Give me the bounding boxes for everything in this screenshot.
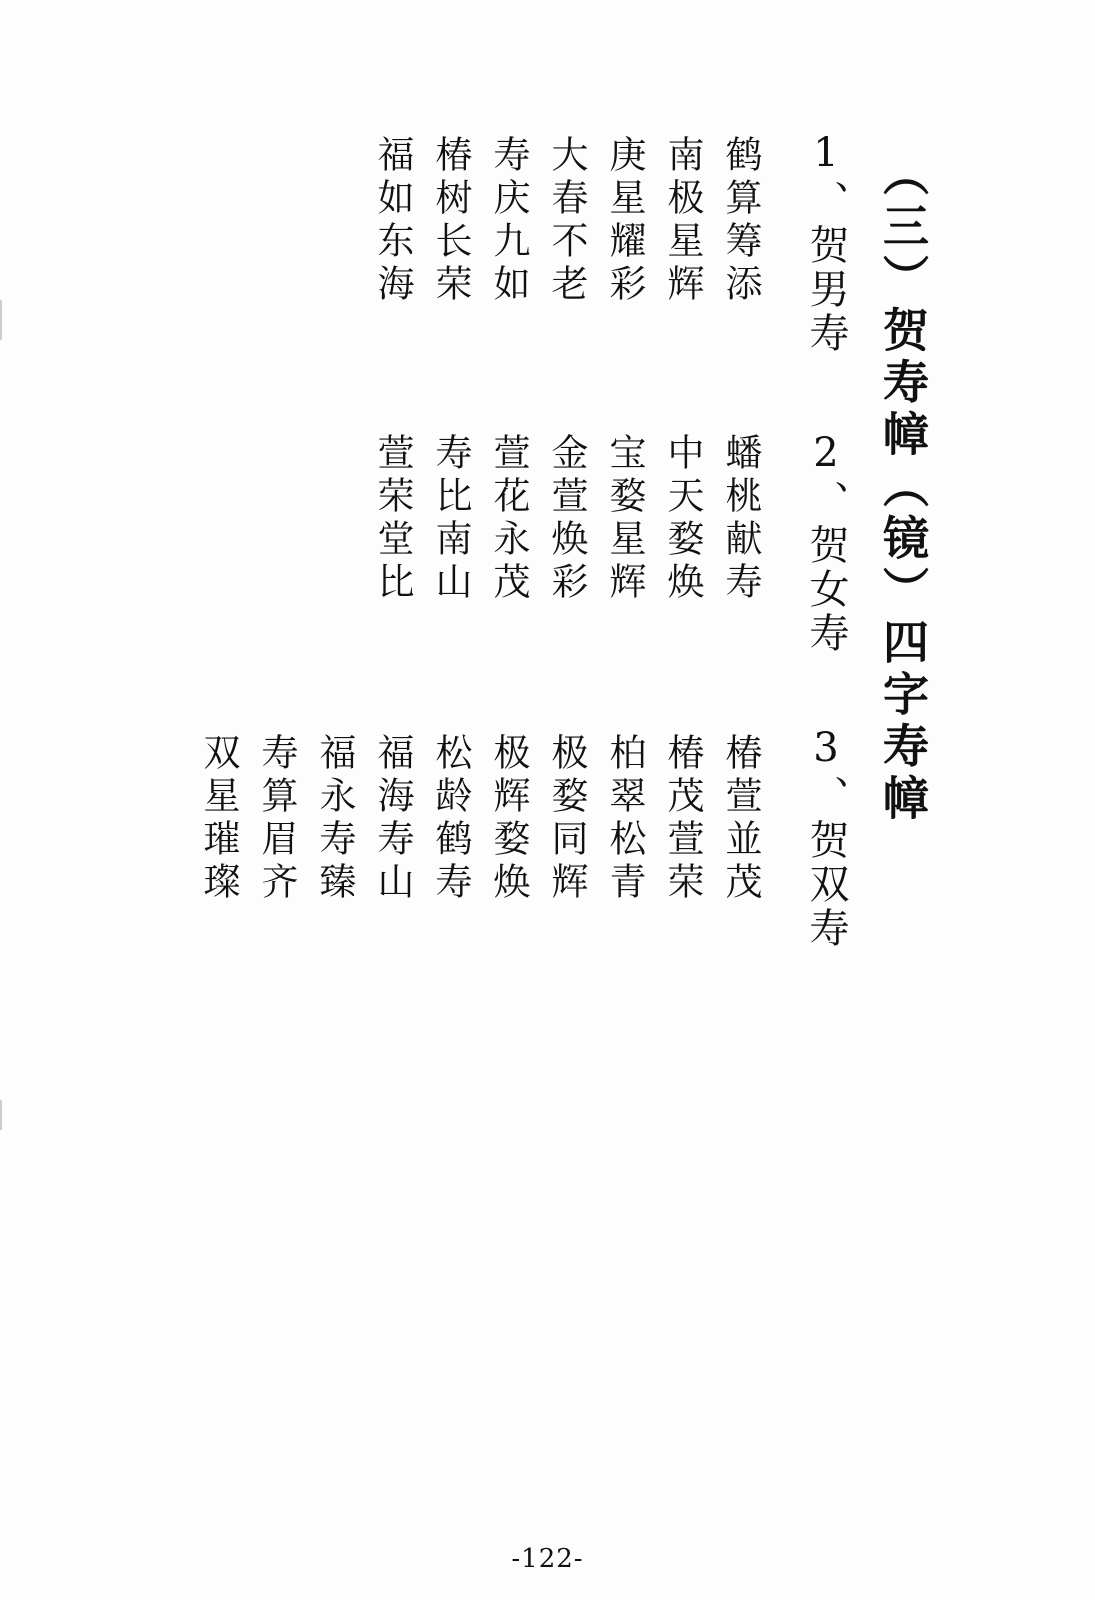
phrase-column: 双星璀璨: [197, 733, 240, 905]
phrase-column: 极婺同辉: [545, 733, 588, 905]
phrase-column: 福海寿山: [371, 733, 414, 905]
phrase-column: 中天婺焕: [661, 433, 704, 605]
phrase-column: 庚星耀彩: [603, 135, 646, 307]
section-title-female-longevity: 2、贺女寿: [803, 430, 849, 656]
phrase-column: 萱花永茂: [487, 433, 530, 605]
phrase-column: 极辉婺焕: [487, 733, 530, 905]
phrase-column: 椿茂萱荣: [661, 733, 704, 905]
scan-edge-mark: [0, 1100, 2, 1130]
section-title-male-longevity: 1、贺男寿: [803, 130, 849, 356]
phrase-column: 宝婺星辉: [603, 433, 646, 605]
phrase-column: 椿萱並茂: [719, 733, 762, 905]
section-heading: （三）贺寿幛（镜）四字寿幛: [876, 150, 930, 826]
phrase-column: 椿树长荣: [429, 135, 472, 307]
phrase-column: 柏翠松青: [603, 733, 646, 905]
phrase-column: 福永寿臻: [313, 733, 356, 905]
section-title-couple-longevity: 3、贺双寿: [803, 725, 849, 951]
phrase-column: 寿算眉齐: [255, 733, 298, 905]
phrase-column: 寿庆九如: [487, 135, 530, 307]
phrase-column: 萱荣堂比: [371, 433, 414, 605]
scan-edge-mark: [0, 300, 2, 340]
phrase-column: 寿比南山: [429, 433, 472, 605]
phrase-column: 福如东海: [371, 135, 414, 307]
phrase-column: 松龄鹤寿: [429, 733, 472, 905]
phrase-column: 蟠桃献寿: [719, 433, 762, 605]
page-number: -122-: [511, 1544, 584, 1574]
phrase-column: 南极星辉: [661, 135, 704, 307]
phrase-column: 金萱焕彩: [545, 433, 588, 605]
phrase-column: 大春不老: [545, 135, 588, 307]
phrase-column: 鹤算筹添: [719, 135, 762, 307]
